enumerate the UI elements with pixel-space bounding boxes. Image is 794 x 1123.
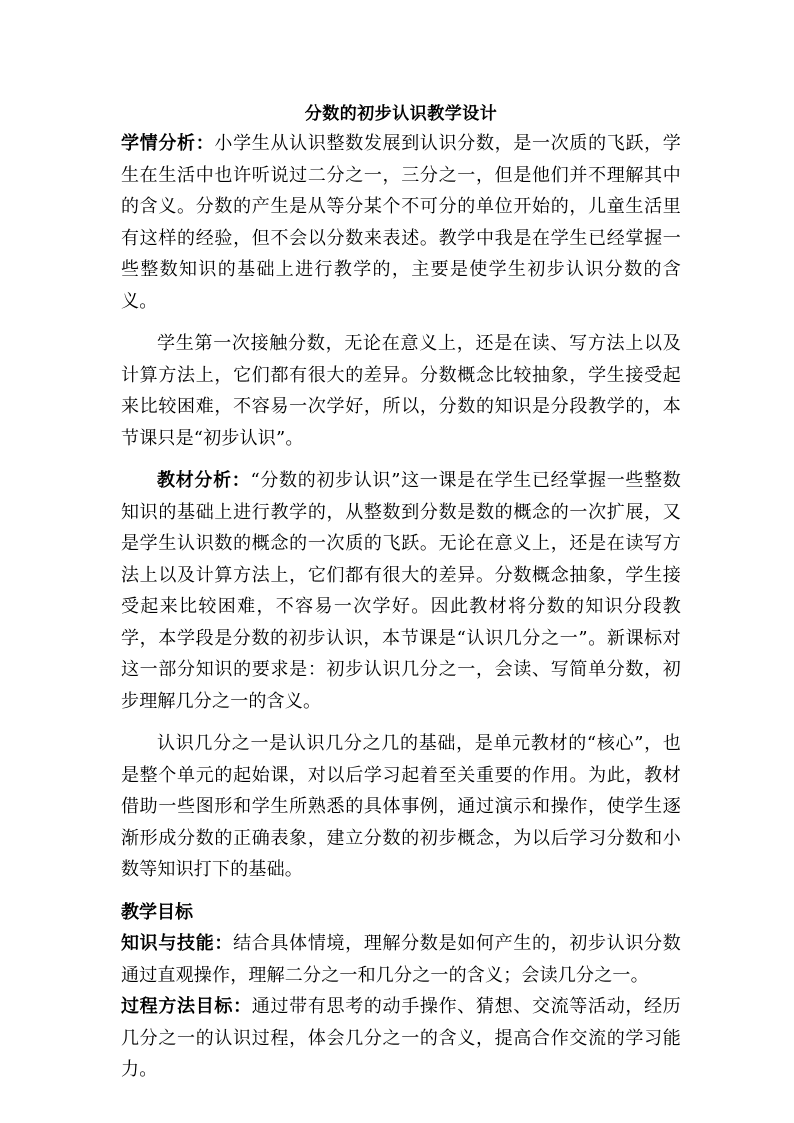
textbook-analysis-text: “分数的初步认识”这一课是在学生已经掌握一些整数知识的基础上进行教学的，从整数到分数是数的概念的一次扩展，又是学生认识数的概念的一次质的飞跃。无论在意义上，还是在读写方法上以及计算方法上，它们都有很大的差异。分数概念抽象，学生接受起来比较困难，不容易一次学好。因此教材将分数的知识分段教学，本学段是分数的初步认识，本节课是“认识几分之一”。新课标对这一部分知识的要求是：初步认识几分之一，会读、写简单分数，初步理解几分之一的含义。 [121,470,682,712]
goals-heading: 教学目标 [121,901,193,923]
goal-knowledge-skills-lead: 知识与技能： [121,933,234,954]
goal-process-method-lead: 过程方法目标： [121,996,252,1017]
goal-process-method [121,991,681,1086]
document-title: 分数的初步认识教学设计 [304,104,498,124]
situation-analysis-paragraph [121,128,681,317]
goal-knowledge-skills-text: 结合具体情境，理解分数是如何产生的，初步认识分数通过直观操作，理解二分之一和几分之一的含义；会读几分之一。 [121,933,681,986]
goal-process-method-text: 通过带有思考的动手操作、猜想、交流等活动，经历几分之一的认识过程，体会几分之一的含义，提高合作交流的学习能力。 [121,996,681,1080]
situation-analysis-lead: 学情分析： [121,133,215,154]
document-page [121,100,681,1086]
goal-knowledge-skills [121,928,681,991]
situation-analysis-paragraph-2: 学生第一次接触分数，无论在意义上，还是在读、写方法上以及计算方法上，它们都有很大的差异。分数概念比较抽象，学生接受起来比较困难，不容易一次学好，所以，分数的知识是分段教学的，本节课只是“初步认识”。 [121,333,681,449]
textbook-analysis-lead: 教材分析： [157,470,251,491]
situation-analysis-text: 小学生从认识整数发展到认识分数，是一次质的飞跃，学生在生活中也许听说过二分之一，三分之一，但是他们并不理解其中的含义。分数的产生是从等分某个不可分的单位开始的，儿童生活里有这样的经验，但不会以分数来表述。教学中我是在学生已经掌握一些整数知识的基础上进行教学的，主要是使学生初步认识分数的含义。 [121,133,682,312]
textbook-analysis-paragraph [121,465,681,717]
textbook-analysis-paragraph-2: 认识几分之一是认识几分之几的基础，是单元教材的“核心”，也是整个单元的起始课，对以后学习起着至关重要的作用。为此，教材借助一些图形和学生所熟悉的具体事例，通过演示和操作，使学生逐渐形成分数的正确表象，建立分数的初步概念，为以后学习分数和小数等知识打下的基础。 [121,733,681,880]
